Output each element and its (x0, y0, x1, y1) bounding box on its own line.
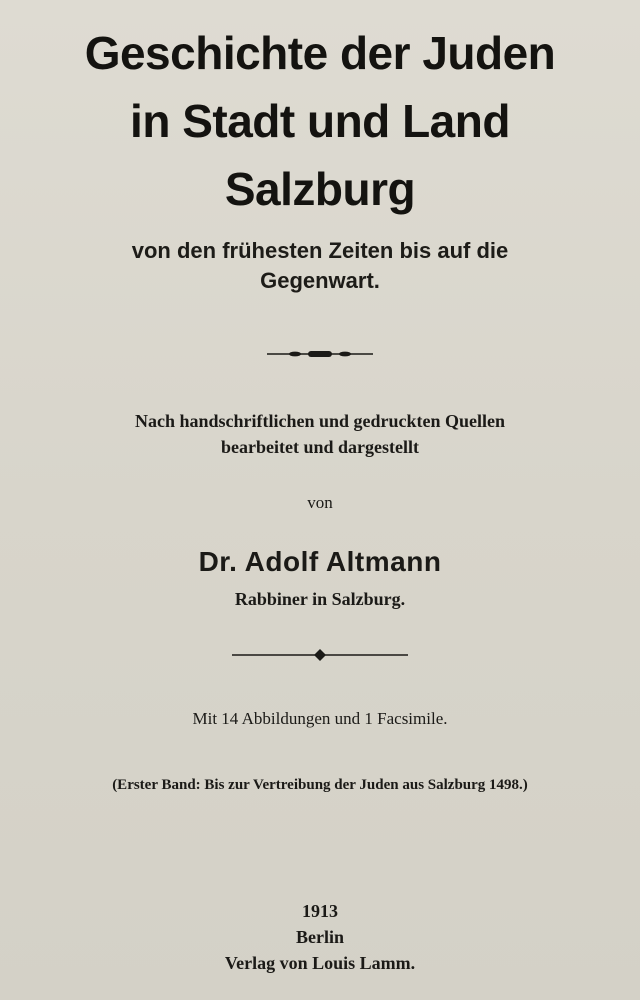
publisher: Verlag von Louis Lamm. (224, 953, 416, 973)
ornament-divider-top (0, 344, 640, 364)
subtitle-line-2: Gegenwart. (260, 268, 380, 293)
illustrations-note: Mit 14 Abbildungen und 1 Facsimile. (192, 709, 448, 728)
subtitle-line-1: von den frühesten Zeiten bis auf die (131, 238, 509, 263)
author-name: Dr. Adolf Altmann (198, 546, 442, 577)
by-label: von (307, 493, 333, 512)
author-role: Rabbiner in Salzburg. (234, 589, 406, 609)
sources-line-2: bearbeitet und dargestellt (221, 437, 419, 457)
book-title-line-1: Geschichte der Juden (84, 27, 556, 79)
publication-year: 1913 (302, 901, 338, 921)
publication-city: Berlin (296, 927, 344, 947)
sources-line-1: Nach handschriftlichen und gedruckten Quellen (134, 411, 506, 431)
ornament-divider-middle (0, 645, 640, 665)
book-title-line-2: in Stadt und Land (130, 95, 510, 147)
volume-note: (Erster Band: Bis zur Vertreibung der Juden aus Salzburg 1498.) (112, 777, 528, 793)
book-title-line-3: Salzburg (224, 163, 416, 215)
